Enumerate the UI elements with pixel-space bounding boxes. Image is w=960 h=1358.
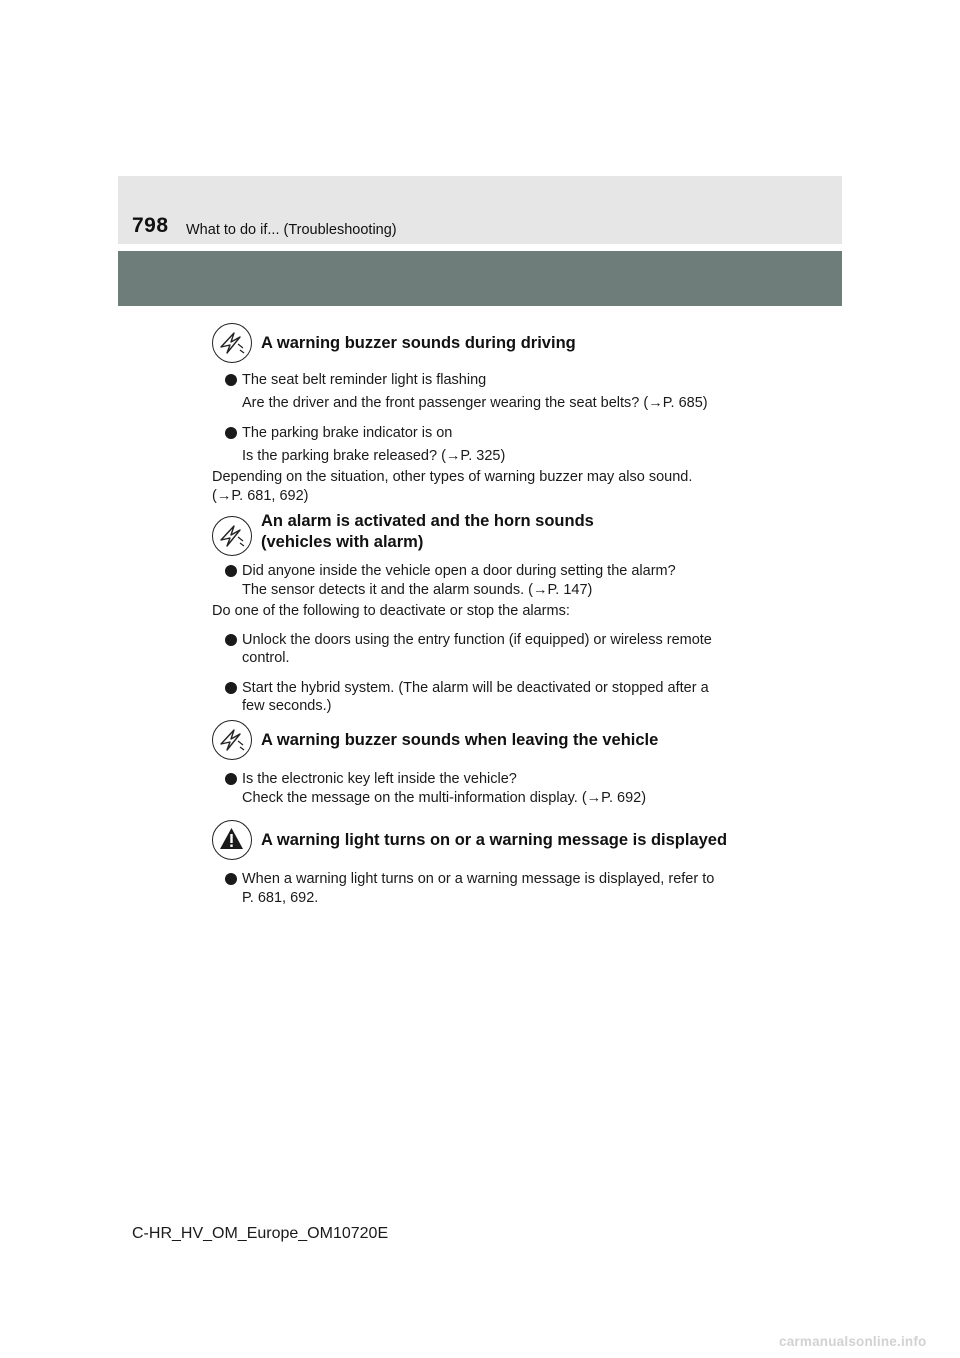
list-item-detail: The sensor detects it and the alarm sounds. (→P. 147) — [242, 581, 593, 598]
page-number: 798 — [132, 214, 169, 237]
section-warning-light — [212, 820, 772, 907]
list-item: The seat belt reminder light is flashing — [212, 371, 772, 390]
section-header — [212, 820, 772, 864]
list-item: When a warning light turns on or a warning message is displayed, refer to — [212, 870, 772, 889]
section-heading-line: (vehicles with alarm) — [261, 533, 424, 551]
section-alarm-horn — [212, 512, 772, 716]
body-text: (→P. 681, 692) — [212, 487, 309, 504]
section-header — [212, 512, 772, 562]
body-text: Do one of the following to deactivate or stop the alarms: — [212, 603, 570, 619]
warning-triangle-icon — [212, 820, 252, 860]
list-item: Did anyone inside the vehicle open a door during setting the alarm? — [212, 562, 772, 581]
list-item-detail: Check the message on the multi-information display. (→P. 692) — [242, 789, 647, 806]
section-title: What to do if... (Troubleshooting) — [186, 222, 397, 238]
section-header — [212, 720, 772, 764]
list-item: Is the electronic key left inside the vehicle? — [212, 770, 772, 789]
section-header — [212, 323, 772, 367]
lightning-bolt-icon — [212, 323, 252, 363]
lightning-bolt-icon — [212, 720, 252, 760]
watermark: carmanualsonline.info — [779, 1334, 927, 1349]
list-item-detail: few seconds.) — [242, 698, 332, 714]
list-item: Unlock the doors using the entry function (if equipped) or wireless remote — [212, 631, 772, 650]
list-item-detail: Are the driver and the front passenger wearing the seat belts? (→P. 685) — [242, 394, 708, 411]
list-item-detail: Is the parking brake released? (→P. 325) — [242, 447, 506, 464]
body-text: Depending on the situation, other types of warning buzzer may also sound. — [212, 469, 693, 485]
list-item-detail: P. 681, 692. — [242, 889, 319, 906]
section-heading: A warning light turns on or a warning message is displayed — [261, 831, 728, 849]
section-buzzer-leaving — [212, 720, 772, 807]
document-code: C-HR_HV_OM_Europe_OM10720E — [132, 1225, 389, 1242]
section-heading: A warning buzzer sounds during driving — [261, 334, 576, 352]
list-item-detail: control. — [242, 650, 290, 666]
list-item: The parking brake indicator is on — [212, 424, 772, 443]
lightning-bolt-icon — [212, 516, 252, 556]
section-heading: A warning buzzer sounds when leaving the vehicle — [261, 731, 659, 749]
section-heading-line: An alarm is activated and the horn sounds — [261, 512, 594, 530]
section-heading — [261, 511, 594, 553]
list-item: Start the hybrid system. (The alarm will be deactivated or stopped after a — [212, 679, 772, 698]
header-gray-bar — [118, 251, 842, 306]
section-buzzer-driving — [212, 323, 772, 505]
